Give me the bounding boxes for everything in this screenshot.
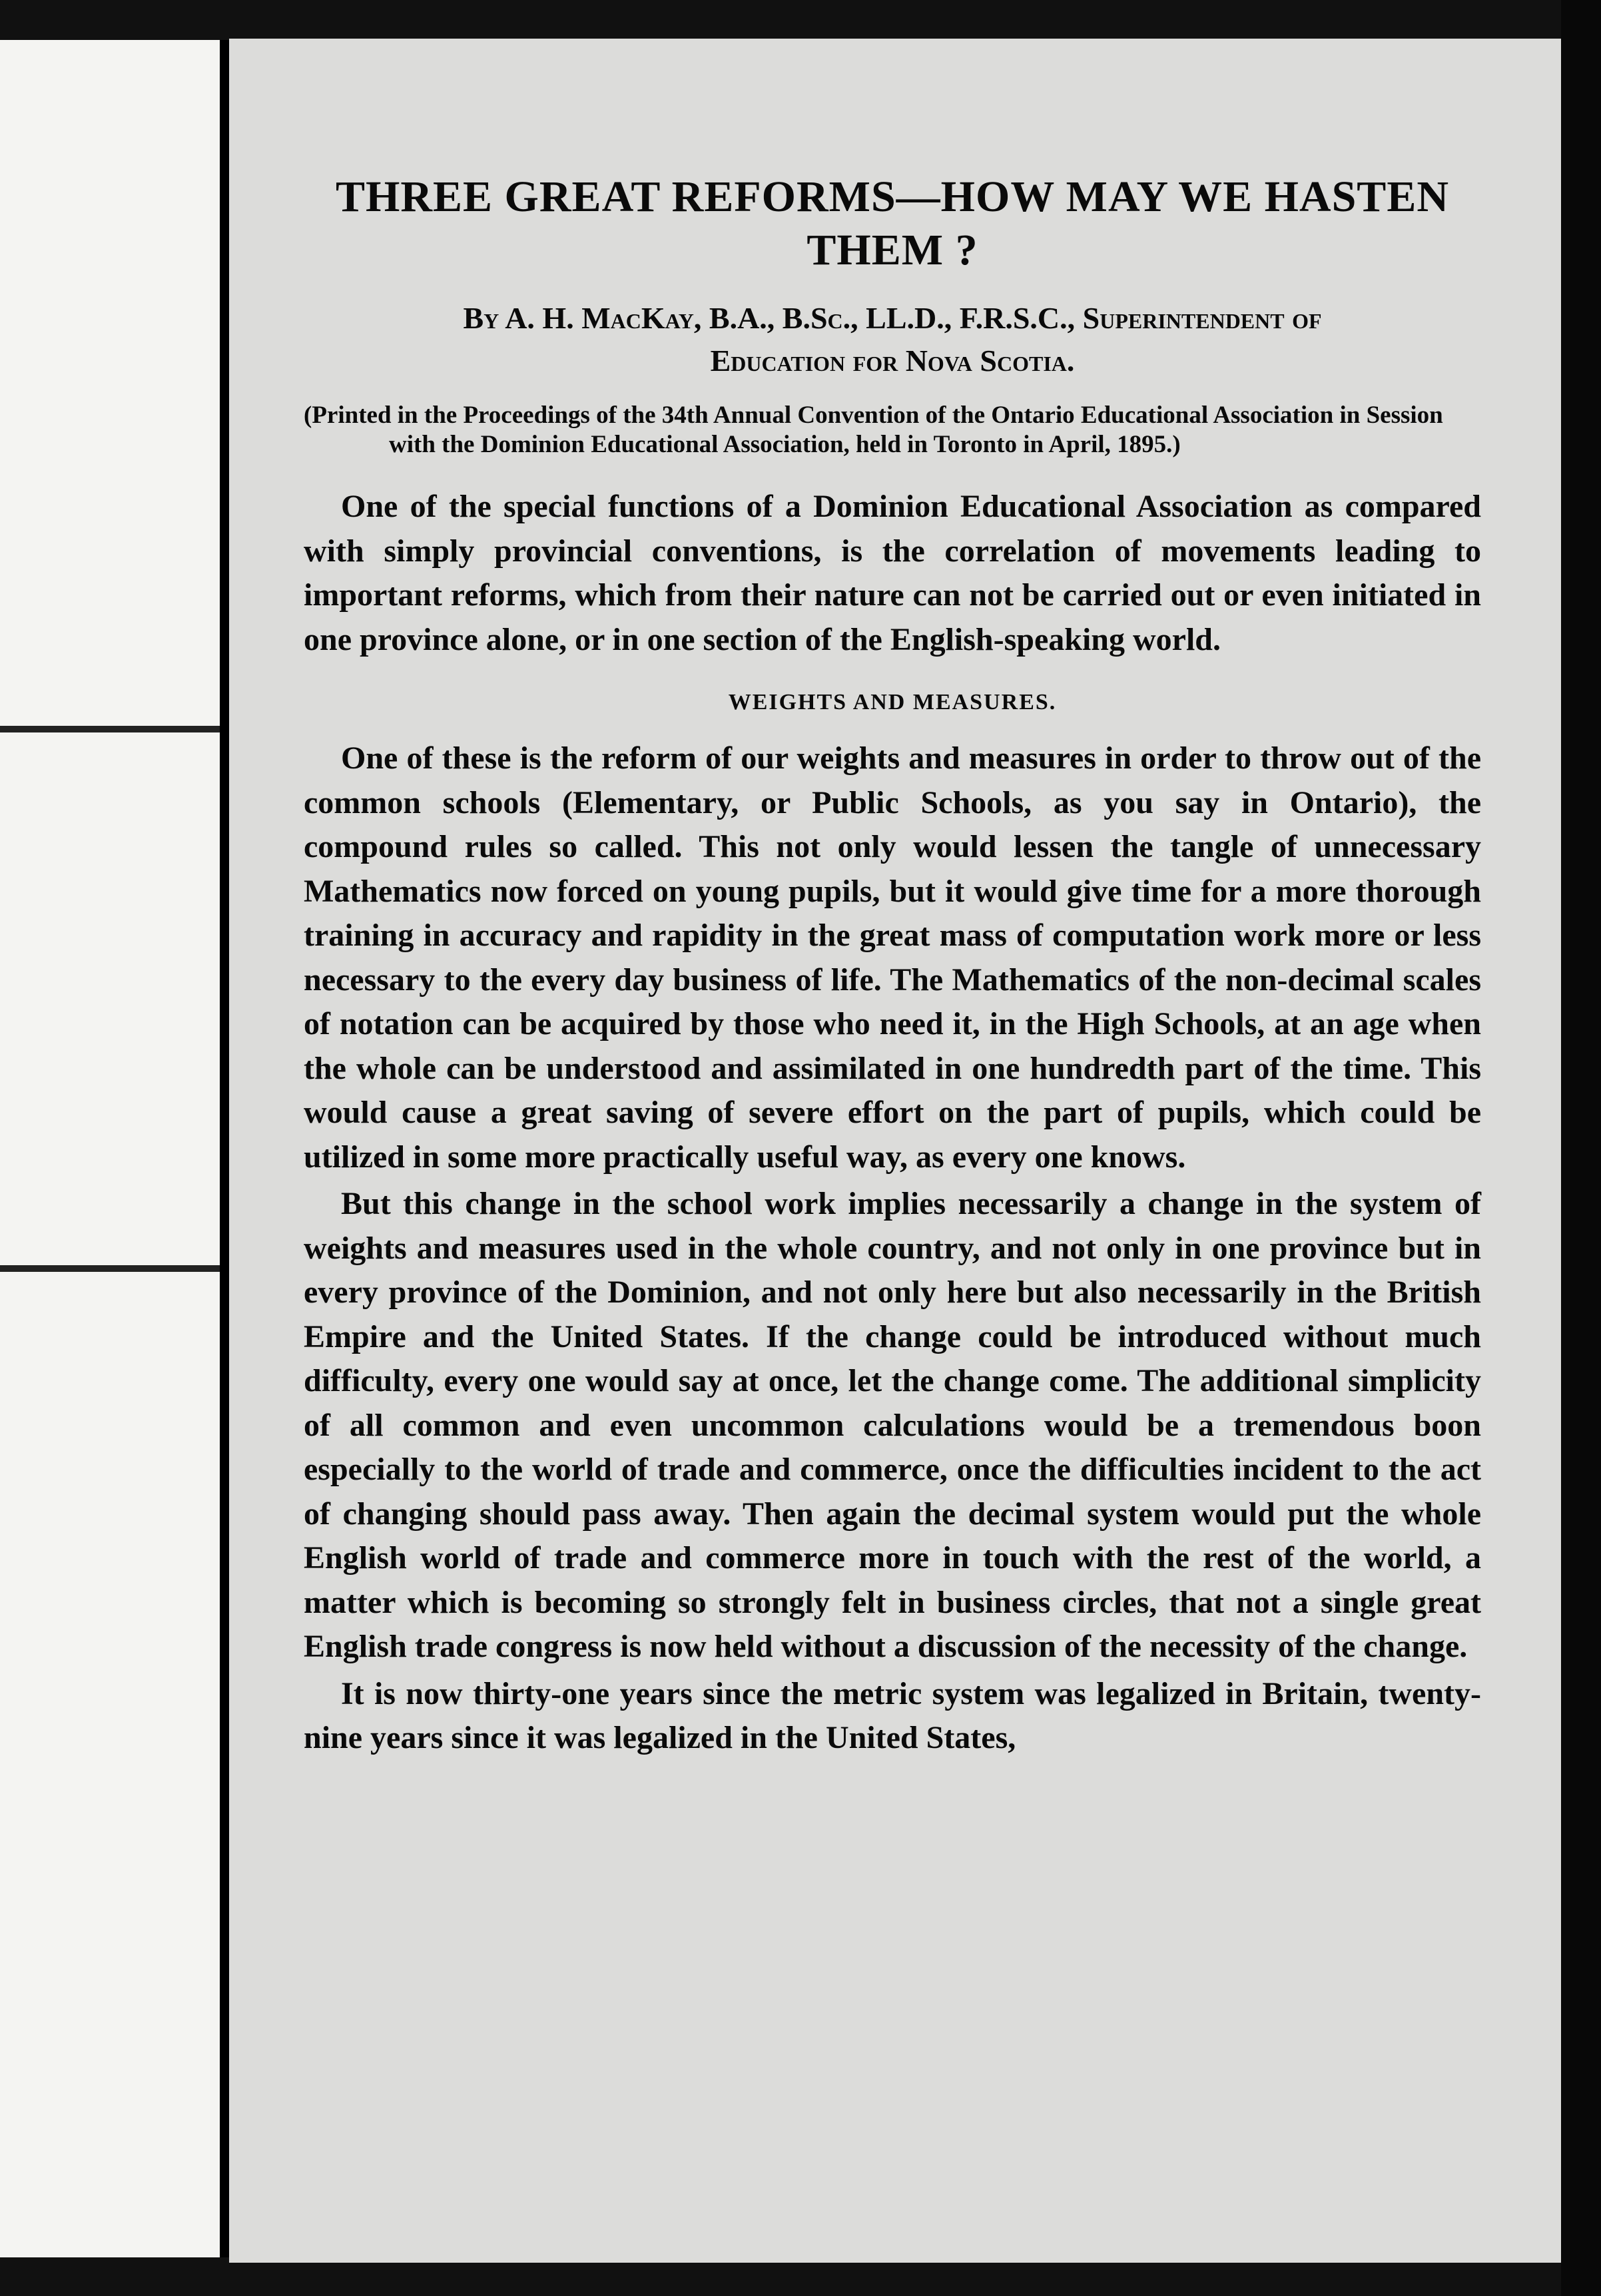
document-page <box>229 39 1561 2263</box>
byline-line-2: Education for Nova Scotia. <box>710 344 1075 378</box>
author-byline <box>304 297 1481 382</box>
body-paragraph: But this change in the school work implies necessarily a change in the system of weights and measures used in the whole country, and not only in one province but in every province of the Dominion, and not only here but also necessarily in the British Empire and the United States. If the change could be introduced without much difficulty, every one would say at once, let the change come. The additional simplicity of all common and even uncommon calculations would be a tremendous boon especially to the world of trade and commerce, once the difficulties incident to the act of changing should pass away. Then again the decimal system would put the whole English world of trade and commerce more in touch with the rest of the world, a matter which is becoming so strongly felt in business circles, that not a single great English trade congress is now held without a discussion of the necessity of the change. <box>304 1186 1481 1664</box>
byline-line-1: By A. H. MacKay, B.A., B.Sc., LL.D., F.R.S.C., Superintendent of <box>463 301 1322 335</box>
adjacent-page-strip <box>0 40 220 2257</box>
document-title: THREE GREAT REFORMS—HOW MAY WE HASTEN THEM ? <box>335 172 1449 274</box>
publication-note: (Printed in the Proceedings of the 34th Annual Convention of the Ontario Educational Association in Session with the Dominion Educational Association, held in Toronto in April, 1895.) <box>304 402 1443 458</box>
binding-shadow <box>220 40 229 2257</box>
body-paragraph: One of these is the reform of our weights and measures in order to throw out of the common schools (Elementary, or Public Schools, as you say in Ontario), the compound rules so called. This not only would lessen the tangle of unnecessary Mathematics now forced on young pupils, but it would give time for a more thorough training in accuracy and rapidity in the great mass of computation work more or less necessary to the every day business of life. The Mathematics of the non-decimal scales of notation can be acquired by those who need it, in the High Schools, at an age when the whole can be understood and assimilated in one hundredth part of the time. This would cause a great saving of severe effort on the part of pupils, which could be utilized in some more practically useful way, as every one knows. <box>304 740 1481 1175</box>
body-paragraph: It is now thirty-one years since the metric system was legalized in Britain, twenty-nine years since it was legalized in the United States, <box>304 1675 1481 1755</box>
intro-paragraph: One of the special functions of a Dominion Educational Association as compared with simply provincial conventions, is the correlation of movements leading to important reforms, which from their nature can not be carried out or even initiated in one province alone, or in one section of the English-speaking world. <box>304 489 1481 657</box>
section-heading: WEIGHTS AND MEASURES. <box>728 690 1057 715</box>
scan-border <box>1561 0 1601 2296</box>
page-fold-line <box>0 1265 220 1272</box>
page-fold-line <box>0 726 220 732</box>
